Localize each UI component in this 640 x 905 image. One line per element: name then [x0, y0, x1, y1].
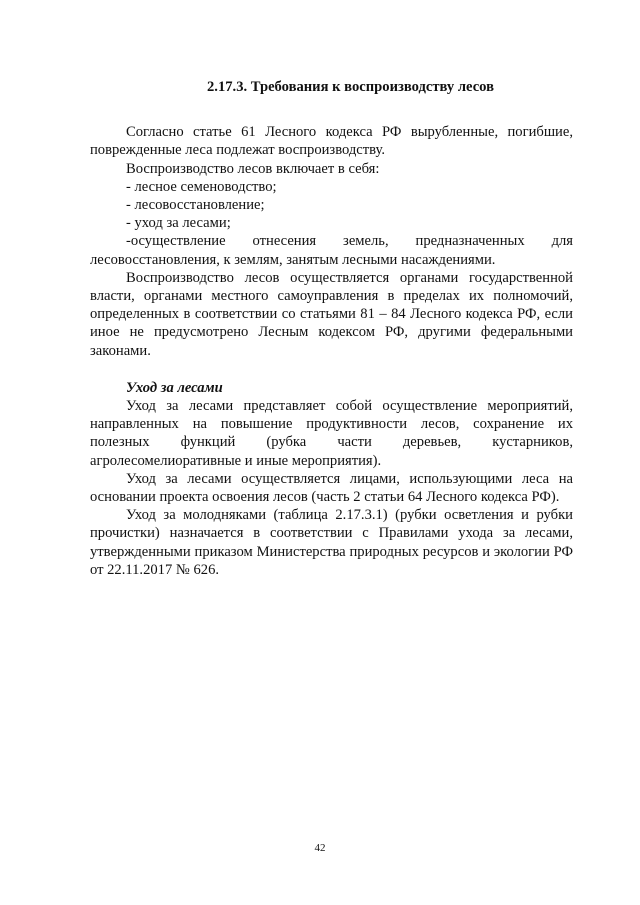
- document-body: [90, 78, 573, 579]
- list-item: -осуществление отнесения земель, предназначенных для лесовосстановления, к землям, занятым лесными насаждениями.: [90, 233, 573, 268]
- care-paragraph: Уход за молодняками (таблица 2.17.3.1) (рубки осветления и рубки прочистки) назначается в соответствии с Правилами ухода за лесами, утвержденными приказом Министерства природных ресурсов и экологии РФ от 22.11.2017 № 626.: [90, 507, 573, 578]
- page-number: 42: [314, 842, 326, 854]
- list-item: - лесовосстановление;: [126, 197, 265, 214]
- care-paragraph: Уход за лесами осуществляется лицами, использующими леса на основании проекта освоения лесов (часть 2 статьи 64 Лесного кодекса РФ).: [90, 470, 573, 506]
- intro-paragraph: Согласно статье 61 Лесного кодекса РФ вырубленные, погибшие, поврежденные леса подлежат воспроизводству.: [90, 124, 573, 159]
- list-item: - лесное семеноводство;: [126, 178, 277, 195]
- authority-paragraph: Воспроизводство лесов осуществляется органами государственной власти, органами местного самоуправления в пределах их полномочий, определенных в соответствии со статьями 81 – 84 Лесного кодекса РФ, если иное не предусмотрено Лесным кодексом РФ, другими федеральными законами.: [90, 269, 573, 359]
- list-item: - уход за лесами;: [126, 215, 231, 232]
- includes-lead: Воспроизводство лесов включает в себя:: [126, 160, 380, 177]
- section-title: 2.17.3. Требования к воспроизводству лесов: [207, 79, 494, 95]
- care-heading: Уход за лесами: [126, 379, 223, 396]
- spacer: [90, 360, 573, 379]
- care-paragraph: Уход за лесами представляет собой осуществление мероприятий, направленных на повышение продуктивности лесов, сохранение их полезных функций (рубка части деревьев, кустарников, агролесомелиоративные и иные мероприятия).: [90, 398, 573, 469]
